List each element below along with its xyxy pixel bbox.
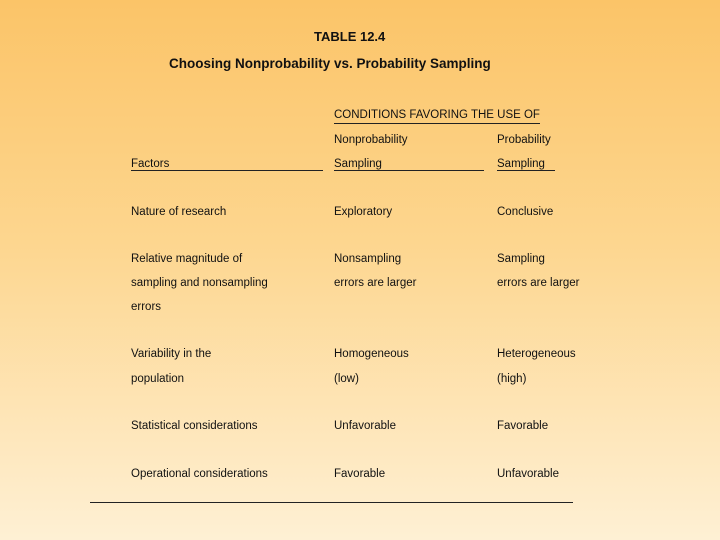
factor-cell: Statistical considerations	[131, 420, 258, 432]
header-nonprob-line1: Nonprobability	[334, 134, 408, 146]
factor-cell: Operational considerations	[131, 468, 268, 480]
header-prob-line2: Sampling	[497, 158, 545, 170]
nonprob-cell: Unfavorable	[334, 420, 397, 432]
nonprob-cell: Exploratory	[334, 206, 393, 218]
nonprob-cell: Nonsampling	[334, 253, 402, 265]
header-factors: Factors	[131, 158, 170, 170]
header-nonprob-line2: Sampling	[334, 158, 382, 170]
nonprob-cell: (low)	[334, 373, 359, 385]
nonprob-cell: errors are larger	[334, 277, 417, 289]
prob-cell: Sampling	[497, 253, 545, 265]
prob-cell: Favorable	[497, 420, 549, 432]
factor-cell: Relative magnitude of	[131, 253, 243, 265]
table-bottom-rule	[90, 502, 573, 503]
nonprob-cell: Homogeneous	[334, 348, 409, 360]
header-underline-prob	[497, 170, 555, 171]
header-underline-factors	[131, 170, 323, 171]
prob-cell: Heterogeneous	[497, 348, 576, 360]
factor-cell: population	[131, 373, 185, 385]
prob-cell: Unfavorable	[497, 468, 560, 480]
factor-cell: errors	[131, 301, 162, 313]
factor-cell: Variability in the	[131, 348, 212, 360]
header-underline-nonprob	[334, 170, 484, 171]
prob-cell: errors are larger	[497, 277, 580, 289]
table-subtitle: Choosing Nonprobability vs. Probability Sampling	[169, 56, 491, 71]
table-title: TABLE 12.4	[314, 29, 386, 44]
prob-cell: Conclusive	[497, 206, 554, 218]
nonprob-cell: Favorable	[334, 468, 386, 480]
prob-cell: (high)	[497, 373, 527, 385]
header-prob-line1: Probability	[497, 134, 551, 146]
factor-cell: Nature of research	[131, 206, 227, 218]
conditions-group-header: CONDITIONS FAVORING THE USE OF	[334, 108, 540, 124]
factor-cell: sampling and nonsampling	[131, 277, 268, 289]
